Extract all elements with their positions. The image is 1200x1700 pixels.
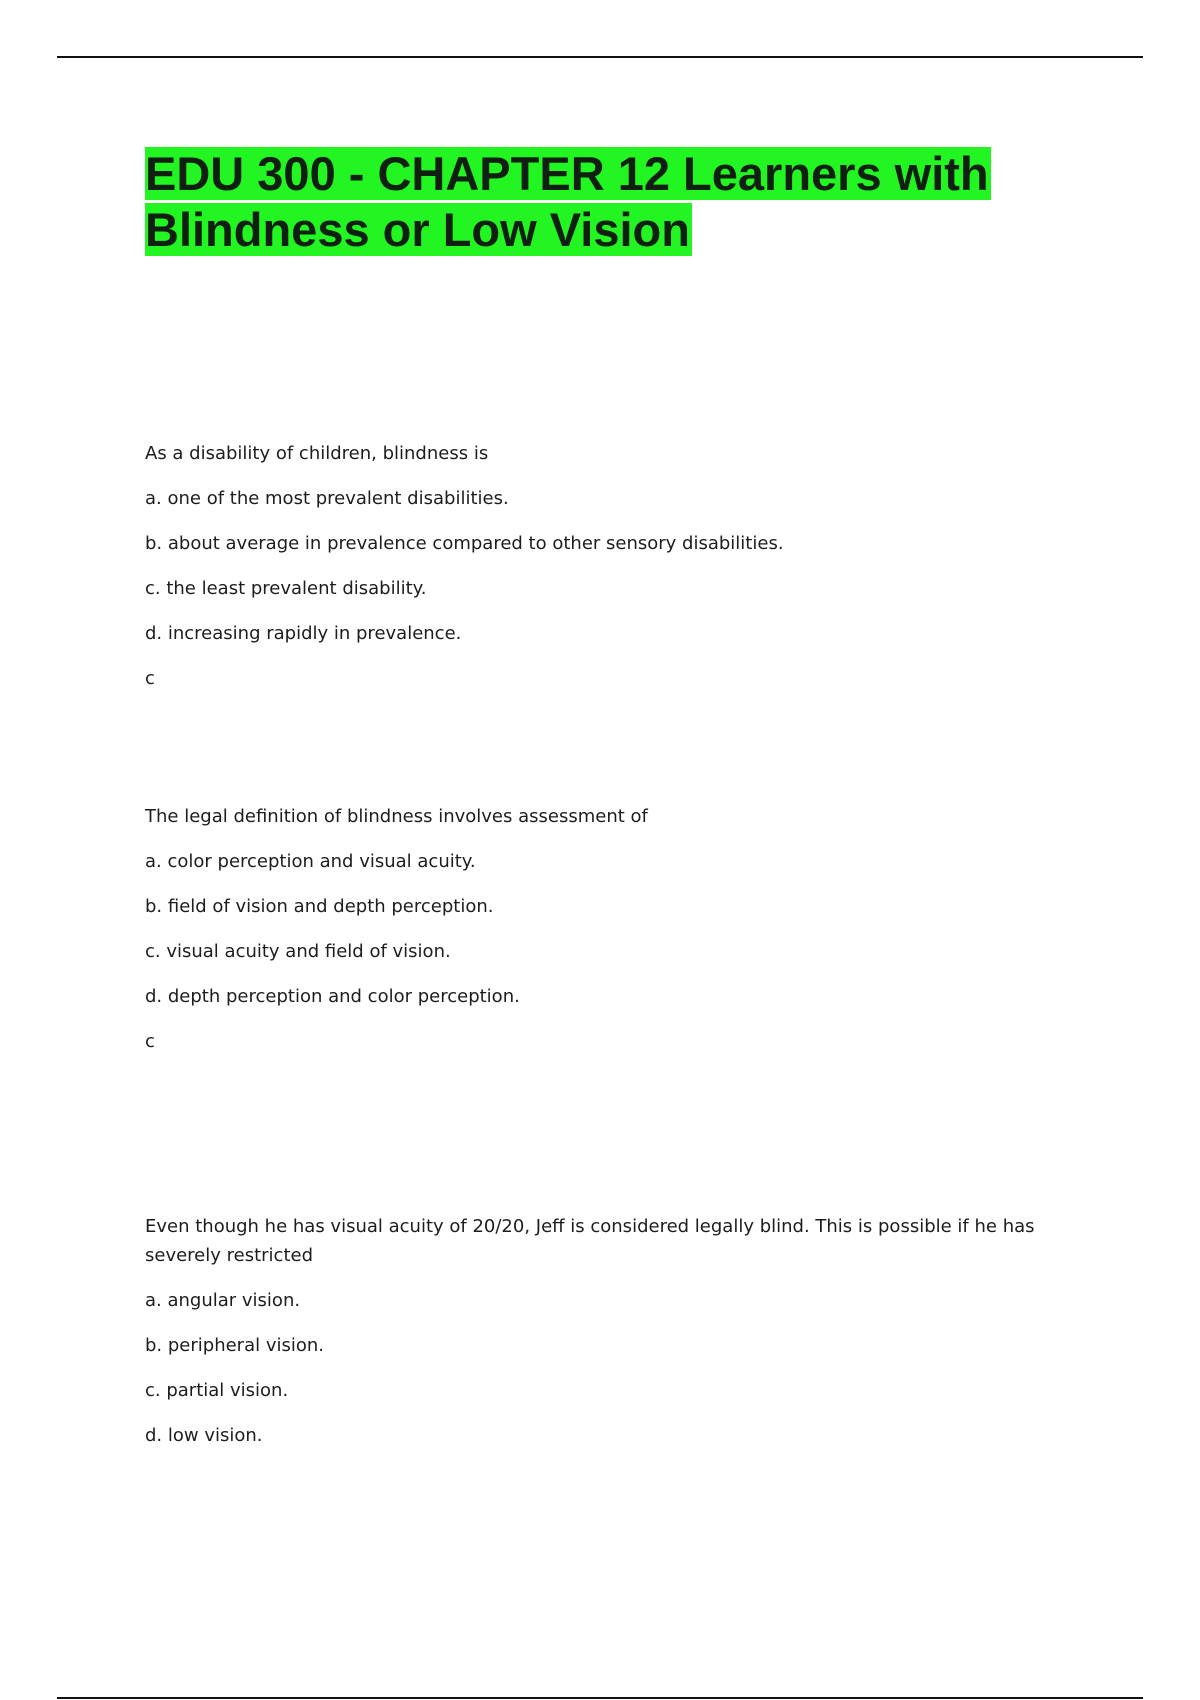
question-1 <box>145 439 1045 693</box>
question-stem: As a disability of children, blindness is <box>145 443 489 464</box>
option-d: d. increasing rapidly in prevalence. <box>145 623 462 644</box>
option-c: c. the least prevalent disability. <box>145 578 427 599</box>
title-highlight: EDU 300 - CHAPTER 12 Learners with Blindness or Low Vision <box>145 147 989 256</box>
question-3 <box>145 1212 1045 1466</box>
option-d: d. depth perception and color perception. <box>145 986 520 1007</box>
option-a: a. one of the most prevalent disabilities. <box>145 488 509 509</box>
option-d: d. low vision. <box>145 1425 263 1446</box>
answer: c <box>145 1031 155 1052</box>
option-c: c. visual acuity and field of vision. <box>145 941 451 962</box>
option-b: b. about average in prevalence compared to other sensory disabilities. <box>145 533 784 554</box>
answer: c <box>145 668 155 689</box>
footer-rule <box>57 1697 1143 1699</box>
option-a: a. angular vision. <box>145 1290 301 1311</box>
option-a: a. color perception and visual acuity. <box>145 851 476 872</box>
option-b: b. peripheral vision. <box>145 1335 325 1356</box>
header-rule <box>57 56 1143 58</box>
question-stem: Even though he has visual acuity of 20/20, Jeff is considered legally blind. This is possible if he has severely restricted <box>145 1216 1035 1266</box>
question-2 <box>145 802 1045 1056</box>
option-b: b. field of vision and depth perception. <box>145 896 494 917</box>
question-stem: The legal definition of blindness involves assessment of <box>145 806 648 827</box>
option-c: c. partial vision. <box>145 1380 289 1401</box>
page-title <box>145 146 1045 258</box>
